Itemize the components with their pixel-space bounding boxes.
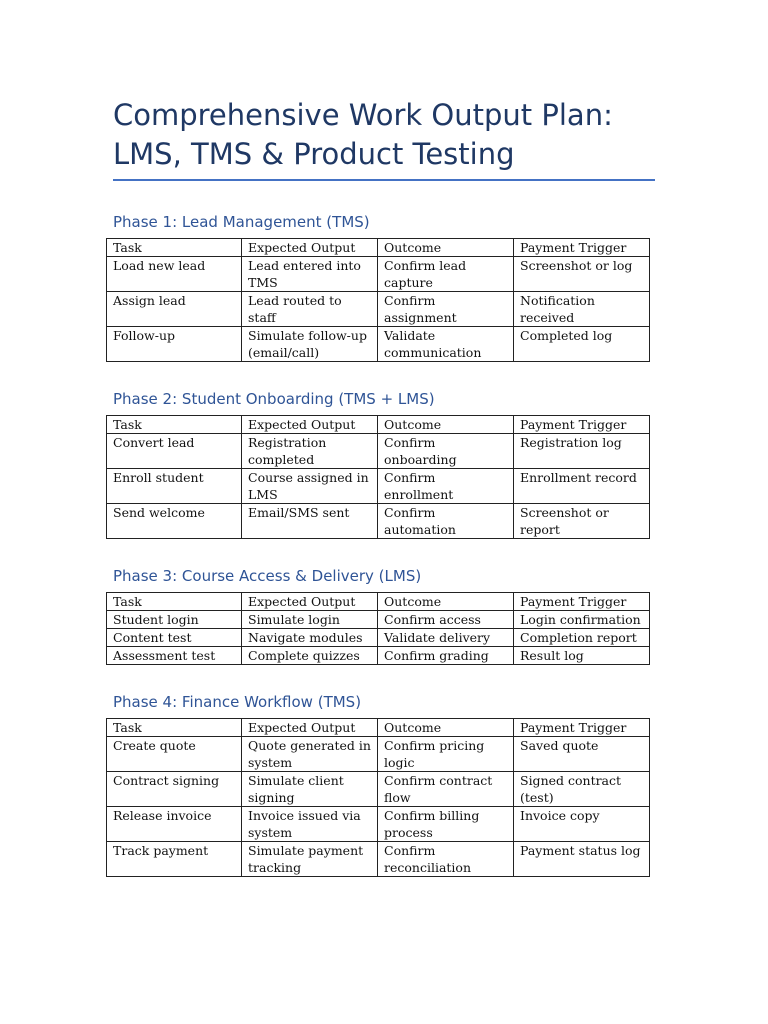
cell-task: Convert lead — [107, 434, 242, 469]
cell-payment-trigger: Payment status log — [514, 842, 650, 877]
cell-expected-output: Lead routed to staff — [242, 292, 378, 327]
table-row — [107, 434, 650, 469]
cell-expected-output: Lead entered into TMS — [242, 257, 378, 292]
cell-task: Follow-up — [107, 327, 242, 362]
cell-outcome: Confirm enrollment — [378, 469, 514, 504]
cell-task: Content test — [107, 629, 242, 647]
column-header-task: Task — [107, 416, 242, 434]
cell-expected-output: Simulate login — [242, 611, 378, 629]
cell-payment-trigger: Completed log — [514, 327, 650, 362]
table-row — [107, 327, 650, 362]
cell-payment-trigger: Enrollment record — [514, 469, 650, 504]
phase-2-heading: Phase 2: Student Onboarding (TMS + LMS) — [113, 390, 435, 408]
cell-expected-output: Simulate follow-up (email/call) — [242, 327, 378, 362]
table-row — [107, 469, 650, 504]
table-row — [107, 292, 650, 327]
table-row — [107, 737, 650, 772]
column-header-outcome: Outcome — [378, 719, 514, 737]
cell-payment-trigger: Registration log — [514, 434, 650, 469]
document-title — [113, 96, 673, 174]
cell-expected-output: Simulate client signing — [242, 772, 378, 807]
cell-task: Load new lead — [107, 257, 242, 292]
table-header-row — [107, 239, 650, 257]
cell-payment-trigger: Screenshot or report — [514, 504, 650, 539]
cell-payment-trigger: Invoice copy — [514, 807, 650, 842]
cell-expected-output: Complete quizzes — [242, 647, 378, 665]
cell-outcome: Confirm access — [378, 611, 514, 629]
cell-outcome: Confirm assignment — [378, 292, 514, 327]
column-header-expected-output: Expected Output — [242, 416, 378, 434]
title-underline — [113, 179, 655, 181]
phase-1-heading: Phase 1: Lead Management (TMS) — [113, 213, 370, 231]
cell-task: Assessment test — [107, 647, 242, 665]
column-header-outcome: Outcome — [378, 416, 514, 434]
cell-task: Send welcome — [107, 504, 242, 539]
cell-expected-output: Registration completed — [242, 434, 378, 469]
column-header-payment-trigger: Payment Trigger — [514, 593, 650, 611]
table-header-row — [107, 593, 650, 611]
cell-outcome: Confirm onboarding — [378, 434, 514, 469]
table-row — [107, 772, 650, 807]
cell-task: Contract signing — [107, 772, 242, 807]
column-header-payment-trigger: Payment Trigger — [514, 416, 650, 434]
phase-4-table — [106, 718, 650, 877]
cell-payment-trigger: Completion report — [514, 629, 650, 647]
column-header-expected-output: Expected Output — [242, 593, 378, 611]
cell-outcome: Confirm automation — [378, 504, 514, 539]
column-header-payment-trigger: Payment Trigger — [514, 239, 650, 257]
table-header-row — [107, 719, 650, 737]
cell-task: Create quote — [107, 737, 242, 772]
cell-task: Assign lead — [107, 292, 242, 327]
cell-task: Student login — [107, 611, 242, 629]
cell-outcome: Confirm reconciliation — [378, 842, 514, 877]
cell-outcome: Confirm billing process — [378, 807, 514, 842]
cell-expected-output: Course assigned in LMS — [242, 469, 378, 504]
cell-expected-output: Quote generated in system — [242, 737, 378, 772]
table-row — [107, 807, 650, 842]
phase-1-table — [106, 238, 650, 362]
cell-task: Release invoice — [107, 807, 242, 842]
column-header-expected-output: Expected Output — [242, 239, 378, 257]
cell-task: Track payment — [107, 842, 242, 877]
cell-outcome: Validate communication — [378, 327, 514, 362]
cell-outcome: Confirm grading — [378, 647, 514, 665]
table-row — [107, 629, 650, 647]
cell-payment-trigger: Login confirmation — [514, 611, 650, 629]
cell-expected-output: Invoice issued via system — [242, 807, 378, 842]
table-row — [107, 504, 650, 539]
column-header-outcome: Outcome — [378, 239, 514, 257]
cell-outcome: Validate delivery — [378, 629, 514, 647]
cell-payment-trigger: Result log — [514, 647, 650, 665]
cell-expected-output: Email/SMS sent — [242, 504, 378, 539]
column-header-task: Task — [107, 719, 242, 737]
cell-outcome: Confirm pricing logic — [378, 737, 514, 772]
cell-outcome: Confirm contract flow — [378, 772, 514, 807]
cell-task: Enroll student — [107, 469, 242, 504]
cell-payment-trigger: Notification received — [514, 292, 650, 327]
title-line-1: Comprehensive Work Output Plan: — [113, 98, 613, 132]
phase-2-table — [106, 415, 650, 539]
column-header-expected-output: Expected Output — [242, 719, 378, 737]
phase-3-heading: Phase 3: Course Access & Delivery (LMS) — [113, 567, 422, 585]
table-row — [107, 647, 650, 665]
column-header-payment-trigger: Payment Trigger — [514, 719, 650, 737]
cell-payment-trigger: Screenshot or log — [514, 257, 650, 292]
column-header-task: Task — [107, 593, 242, 611]
table-row — [107, 257, 650, 292]
column-header-task: Task — [107, 239, 242, 257]
cell-outcome: Confirm lead capture — [378, 257, 514, 292]
phase-3-table — [106, 592, 650, 665]
column-header-outcome: Outcome — [378, 593, 514, 611]
table-row — [107, 842, 650, 877]
table-row — [107, 611, 650, 629]
phase-4-heading: Phase 4: Finance Workflow (TMS) — [113, 693, 362, 711]
title-line-2: LMS, TMS & Product Testing — [113, 137, 515, 171]
cell-payment-trigger: Saved quote — [514, 737, 650, 772]
cell-expected-output: Navigate modules — [242, 629, 378, 647]
table-header-row — [107, 416, 650, 434]
cell-expected-output: Simulate payment tracking — [242, 842, 378, 877]
cell-payment-trigger: Signed contract (test) — [514, 772, 650, 807]
